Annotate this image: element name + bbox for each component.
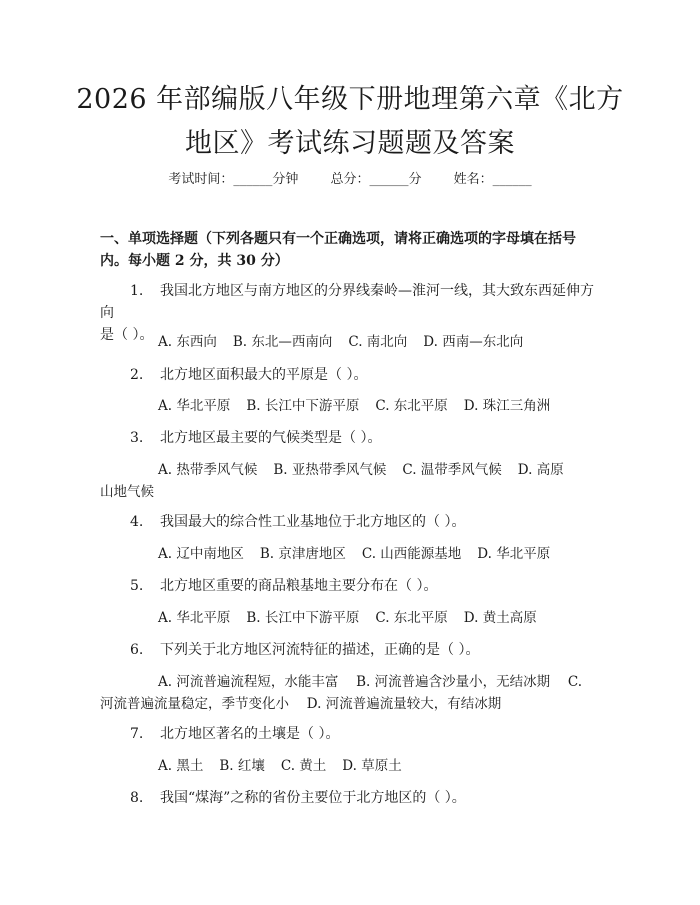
option-d-cont: 山地气候 — [100, 484, 154, 500]
option-c: C. 东北平原 — [375, 398, 448, 414]
question-number: 2. — [130, 367, 144, 383]
question-4 — [100, 511, 600, 533]
question-stem: 我国北方地区与南方地区的分界线秦岭—淮河一线，其大致东西延伸方向 — [100, 283, 594, 321]
option-a: A. 热带季风气候 — [158, 462, 258, 478]
section-heading-line-2: 内。每小题 2 分，共 30 分） — [100, 253, 289, 269]
option-b: B. 长江中下游平原 — [246, 398, 360, 414]
options-line-2: 河流普遍流量稳定，季节变化小 D. 河流普遍流量较大，有结冰期 — [100, 696, 502, 712]
question-stem: 北方地区面积最大的平原是（ ）。 — [160, 367, 368, 383]
exam-info — [0, 168, 700, 187]
question-4-options — [100, 543, 600, 565]
option-b: B. 东北—西南向 — [232, 334, 333, 350]
option-d: D. 草原土 — [342, 758, 402, 774]
question-number: 6. — [130, 642, 144, 658]
question-number: 8. — [130, 790, 144, 806]
option-c: C. 黄土 — [280, 758, 327, 774]
question-number: 1. — [130, 283, 144, 299]
option-c: C. 东北平原 — [375, 610, 448, 626]
question-stem-cont: 是（ ）。 — [100, 327, 154, 343]
section-heading — [100, 228, 600, 272]
question-3 — [100, 427, 600, 449]
question-5-options — [100, 607, 600, 629]
option-c: C. 南北向 — [348, 334, 408, 350]
option-d: D. 黄土高原 — [463, 610, 537, 626]
title-line-2: 地区》考试练习题题及答案 — [185, 128, 515, 159]
section-heading-line-1: 一、单项选择题（下列各题只有一个正确选项，请将正确选项的字母填在括号 — [100, 231, 576, 247]
options-line-1: A. 河流普遍流程短，水能丰富 B. 河流普遍含沙量小，无结冰期 C. — [158, 674, 583, 690]
question-stem: 我国最大的综合性工业基地位于北方地区的（ ）。 — [160, 514, 466, 530]
option-b: B. 长江中下游平原 — [246, 610, 360, 626]
question-1-options — [100, 331, 600, 353]
option-a: A. 黑土 — [158, 758, 204, 774]
option-b: B. 红壤 — [219, 758, 265, 774]
question-stem: 我国“煤海”之称的省份主要位于北方地区的（ ）。 — [160, 790, 466, 806]
exam-name: 姓名：______ — [453, 172, 532, 187]
option-d: D. 西南—东北向 — [423, 334, 524, 350]
option-c: C. 温带季风气候 — [402, 462, 502, 478]
question-8 — [100, 787, 600, 809]
question-stem: 北方地区著名的土壤是（ ）。 — [160, 726, 340, 742]
exam-score: 总分：______分 — [330, 172, 422, 187]
question-3-options — [100, 459, 600, 503]
question-stem: 北方地区重要的商品粮基地主要分布在（ ）。 — [160, 578, 438, 594]
question-7 — [100, 723, 600, 745]
option-d: D. 珠江三角洲 — [463, 398, 551, 414]
question-stem: 北方地区最主要的气候类型是（ ）。 — [160, 430, 382, 446]
question-number: 3. — [130, 430, 144, 446]
option-d: D. 华北平原 — [477, 546, 551, 562]
option-a: A. 华北平原 — [158, 610, 231, 626]
page-title — [60, 78, 640, 166]
question-7-options — [100, 755, 600, 777]
question-number: 7. — [130, 726, 144, 742]
question-2 — [100, 364, 600, 386]
question-6 — [100, 639, 600, 661]
option-d: D. 高原 — [517, 462, 564, 478]
exam-time: 考试时间：______分钟 — [168, 172, 299, 187]
question-5 — [100, 575, 600, 597]
question-number: 4. — [130, 514, 144, 530]
question-number: 5. — [130, 578, 144, 594]
question-stem: 下列关于北方地区河流特征的描述，正确的是（ ）。 — [160, 642, 480, 658]
option-a: A. 辽中南地区 — [158, 546, 244, 562]
option-b: B. 京津唐地区 — [259, 546, 346, 562]
option-b: B. 亚热带季风气候 — [273, 462, 387, 478]
question-6-options — [100, 671, 600, 715]
title-line-1: 2026 年部编版八年级下册地理第六章《北方 — [76, 84, 624, 115]
option-a: A. 东西向 — [158, 334, 217, 350]
option-a: A. 华北平原 — [158, 398, 231, 414]
question-2-options — [100, 395, 600, 417]
option-c: C. 山西能源基地 — [361, 546, 462, 562]
